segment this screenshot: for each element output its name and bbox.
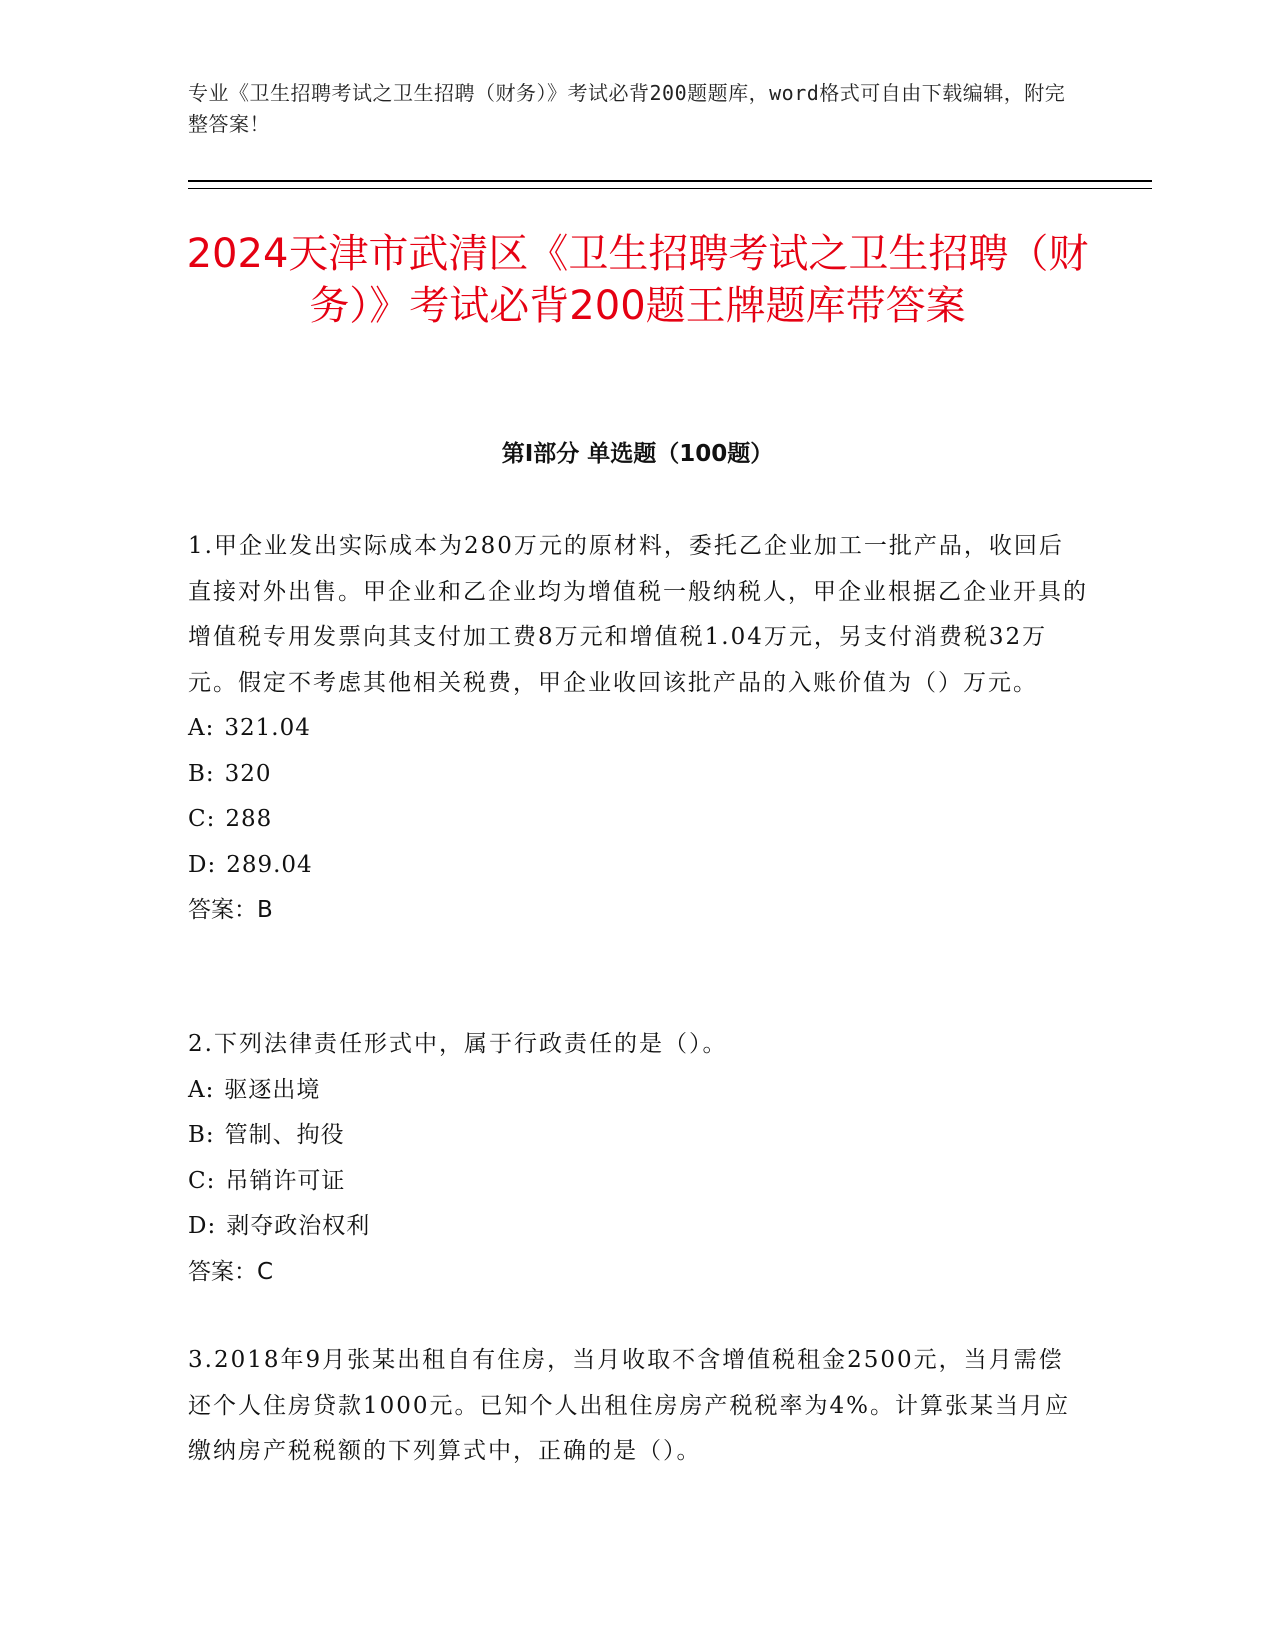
option-letter: A: bbox=[188, 1076, 215, 1103]
header-rule-thick bbox=[188, 180, 1152, 182]
option-text: 吊销许可证 bbox=[225, 1167, 346, 1194]
option-letter: A: bbox=[188, 715, 215, 741]
option-letter: C: bbox=[188, 1167, 216, 1194]
option-d bbox=[188, 1204, 1088, 1250]
option-text: 驱逐出境 bbox=[224, 1076, 321, 1103]
question-2 bbox=[188, 1022, 1088, 1295]
question-text: 1.甲企业发出实际成本为280万元的原材料，委托乙企业加工一批产品，收回后直接对外出售。甲企业和乙企业均为增值税一般纳税人，甲企业根据乙企业开具的增值税专用发票向其支付加工费8万元和增值税1.04万元，另支付消费税32万元。假定不考虑其他相关税费，甲企业收回该批产品的入账价值为（）万元。 bbox=[188, 533, 1088, 696]
option-a bbox=[188, 1068, 1088, 1114]
option-c bbox=[188, 797, 1088, 843]
header-rule-thin bbox=[188, 188, 1152, 189]
option-b bbox=[188, 1113, 1088, 1159]
option-c bbox=[188, 1159, 1088, 1205]
question-text: 2.下列法律责任形式中，属于行政责任的是（）。 bbox=[188, 1031, 728, 1057]
option-letter: B: bbox=[188, 1122, 215, 1148]
option-text: 320 bbox=[224, 760, 272, 787]
question-text: 3.2018年9月张某出租自有住房，当月收取不含增值税租金2500元，当月需偿还个人住房贷款1000元。已知个人出租住房房产税税率为4%。计算张某当月应缴纳房产税税额的下列算式中，正确的是（）。 bbox=[188, 1347, 1071, 1464]
option-text: 321.04 bbox=[224, 715, 311, 741]
answer-prefix: 答案： bbox=[188, 897, 257, 923]
option-text: 288 bbox=[225, 806, 273, 832]
answer-value: B bbox=[257, 897, 273, 923]
answer-prefix: 答案： bbox=[188, 1258, 257, 1285]
section-heading: 第Ⅰ部分 单选题（100题） bbox=[501, 441, 774, 467]
option-letter: B: bbox=[188, 760, 215, 787]
question-3 bbox=[188, 1338, 1088, 1475]
option-b bbox=[188, 752, 1088, 798]
answer-value: C bbox=[257, 1258, 274, 1285]
option-a bbox=[188, 706, 1088, 752]
header-note: 专业《卫生招聘考试之卫生招聘（财务）》考试必背200题题库，word格式可自由下载编辑，附完整答案！ bbox=[188, 81, 1066, 136]
document-title: 2024天津市武清区《卫生招聘考试之卫生招聘（财务）》考试必背200题王牌题库带答案 bbox=[186, 231, 1089, 329]
answer-line bbox=[188, 1250, 1088, 1296]
option-text: 管制、拘役 bbox=[224, 1122, 345, 1148]
option-text: 289.04 bbox=[226, 851, 313, 878]
question-1 bbox=[188, 524, 1088, 934]
option-d bbox=[188, 843, 1088, 889]
option-letter: D: bbox=[188, 1213, 217, 1239]
option-text: 剥夺政治权利 bbox=[226, 1213, 371, 1239]
option-letter: C: bbox=[188, 806, 216, 832]
answer-line bbox=[188, 888, 1088, 934]
option-letter: D: bbox=[188, 851, 217, 878]
